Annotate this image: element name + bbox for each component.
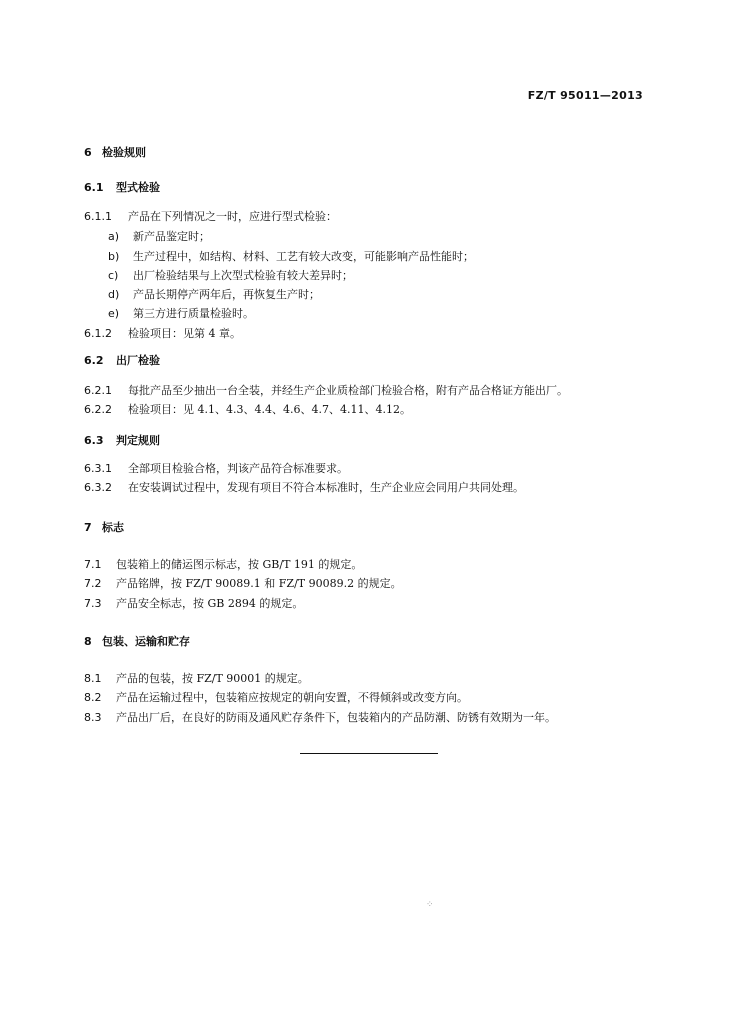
clause-7-1 bbox=[84, 556, 362, 572]
section-7-heading bbox=[84, 519, 124, 535]
list-item bbox=[108, 267, 353, 283]
clause-text: 产品的包装，按 FZ/T 90001 的规定。 bbox=[116, 672, 309, 685]
list-item-text: 新产品鉴定时； bbox=[133, 230, 210, 243]
list-item-text: 生产过程中，如结构、材料、工艺有较大改变，可能影响产品性能时； bbox=[133, 250, 474, 263]
section-number: 8 bbox=[84, 635, 92, 648]
section-6-1-heading bbox=[84, 179, 160, 195]
clause-8-3 bbox=[84, 709, 556, 725]
section-title: 型式检验 bbox=[116, 181, 160, 194]
clause-6-1-1 bbox=[84, 208, 337, 224]
list-item bbox=[108, 305, 254, 321]
clause-text: 产品安全标志，按 GB 2894 的规定。 bbox=[116, 597, 304, 610]
clause-text: 检验项目：见 4.1、4.3、4.4、4.6、4.7、4.11、4.12。 bbox=[128, 403, 411, 416]
clause-number: 6.1.2 bbox=[84, 327, 112, 340]
list-marker: e) bbox=[108, 307, 120, 320]
scan-speck: ⁘ bbox=[426, 900, 434, 910]
clause-6-3-1 bbox=[84, 460, 348, 476]
list-item-text: 第三方进行质量检验时。 bbox=[133, 307, 254, 320]
clause-text: 在安装调试过程中，发现有项目不符合本标准时，生产企业应会同用户共同处理。 bbox=[128, 481, 524, 494]
section-8-heading bbox=[84, 633, 190, 649]
clause-number: 6.2.1 bbox=[84, 384, 112, 397]
clause-text: 产品出厂后，在良好的防雨及通风贮存条件下，包装箱内的产品防潮、防锈有效期为一年。 bbox=[116, 711, 556, 724]
clause-text: 产品在运输过程中，包装箱应按规定的朝向安置，不得倾斜或改变方向。 bbox=[116, 691, 468, 704]
clause-number: 7.1 bbox=[84, 558, 102, 571]
clause-7-3 bbox=[84, 595, 303, 611]
clause-6-1-2 bbox=[84, 325, 241, 341]
clause-text: 产品在下列情况之一时，应进行型式检验： bbox=[128, 210, 337, 223]
clause-number: 6.3.2 bbox=[84, 481, 112, 494]
clause-6-2-2 bbox=[84, 401, 411, 417]
list-item bbox=[108, 248, 474, 264]
list-item bbox=[108, 228, 210, 244]
clause-6-3-2 bbox=[84, 479, 524, 495]
clause-number: 8.1 bbox=[84, 672, 102, 685]
section-title: 包装、运输和贮存 bbox=[102, 635, 190, 648]
section-6-heading bbox=[84, 144, 146, 160]
list-item bbox=[108, 286, 320, 302]
section-number: 6.3 bbox=[84, 434, 104, 447]
list-item-text: 产品长期停产两年后，再恢复生产时； bbox=[133, 288, 320, 301]
clause-number: 8.3 bbox=[84, 711, 102, 724]
section-6-3-heading bbox=[84, 432, 160, 448]
list-marker: b) bbox=[108, 250, 120, 263]
list-marker: c) bbox=[108, 269, 119, 282]
clause-text: 全部项目检验合格，判该产品符合标准要求。 bbox=[128, 462, 348, 475]
clause-8-1 bbox=[84, 670, 309, 686]
clause-number: 6.3.1 bbox=[84, 462, 112, 475]
clause-7-2 bbox=[84, 575, 402, 591]
list-item-text: 出厂检验结果与上次型式检验有较大差异时； bbox=[133, 269, 353, 282]
clause-8-2 bbox=[84, 689, 468, 705]
clause-text: 检验项目：见第 4 章。 bbox=[128, 327, 241, 340]
clause-number: 8.2 bbox=[84, 691, 102, 704]
clause-text: 包装箱上的储运图示标志，按 GB/T 191 的规定。 bbox=[116, 558, 363, 571]
section-number: 6.2 bbox=[84, 354, 104, 367]
section-number: 7 bbox=[84, 521, 92, 534]
section-title: 检验规则 bbox=[102, 146, 146, 159]
section-number: 6.1 bbox=[84, 181, 104, 194]
standard-number: FZ/T 95011—2013 bbox=[527, 89, 643, 102]
clause-number: 6.2.2 bbox=[84, 403, 112, 416]
clause-number: 7.3 bbox=[84, 597, 102, 610]
list-marker: d) bbox=[108, 288, 120, 301]
clause-text: 产品铭牌，按 FZ/T 90089.1 和 FZ/T 90089.2 的规定。 bbox=[116, 577, 402, 590]
section-title: 出厂检验 bbox=[116, 354, 160, 367]
clause-number: 7.2 bbox=[84, 577, 102, 590]
section-6-2-heading bbox=[84, 352, 160, 368]
section-title: 判定规则 bbox=[116, 434, 160, 447]
end-rule bbox=[300, 753, 438, 754]
section-title: 标志 bbox=[102, 521, 124, 534]
clause-number: 6.1.1 bbox=[84, 210, 112, 223]
list-marker: a) bbox=[108, 230, 120, 243]
section-number: 6 bbox=[84, 146, 92, 159]
clause-6-2-1 bbox=[84, 382, 568, 398]
clause-text: 每批产品至少抽出一台全装，并经生产企业质检部门检验合格，附有产品合格证方能出厂。 bbox=[128, 384, 568, 397]
